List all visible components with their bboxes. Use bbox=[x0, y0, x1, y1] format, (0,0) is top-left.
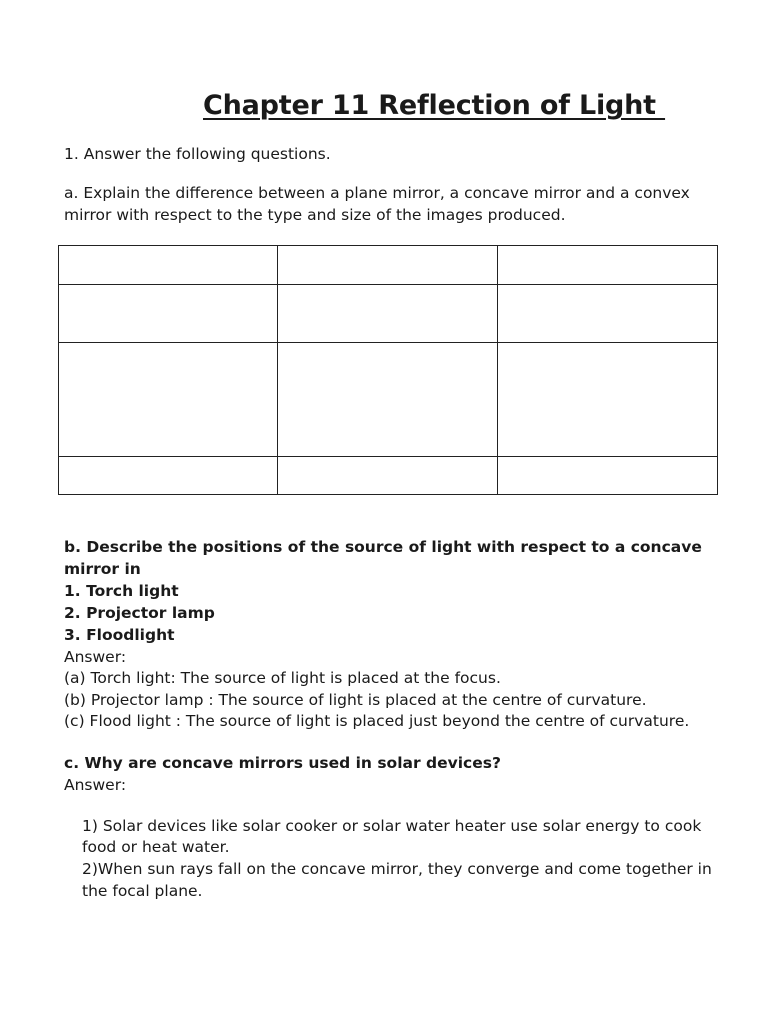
question-a-line-1: a. Explain the difference between a plane mirror, a concave mirror and a convex bbox=[64, 184, 690, 202]
question-b-item-1: 1. Torch light bbox=[64, 582, 179, 600]
table-cell bbox=[59, 285, 278, 343]
question-c: c. Why are concave mirrors used in solar devices? bbox=[64, 754, 501, 772]
comparison-table bbox=[58, 245, 718, 495]
answer-b-a: (a) Torch light: The source of light is placed at the focus. bbox=[64, 669, 501, 687]
question-b-line-2: mirror in bbox=[64, 560, 141, 578]
answer-c-point-2-line-1: 2)When sun rays fall on the concave mirror, they converge and come together in bbox=[82, 860, 712, 878]
question-b-item-3: 3. Floodlight bbox=[64, 626, 175, 644]
table-cell bbox=[278, 343, 498, 457]
table-cell bbox=[59, 343, 278, 457]
question-b-line-1: b. Describe the positions of the source of light with respect to a concave bbox=[64, 538, 702, 556]
answer-label: Answer: bbox=[64, 776, 127, 794]
question-a-line-2: mirror with respect to the type and size of the images produced. bbox=[64, 206, 566, 224]
table-cell bbox=[278, 246, 498, 285]
table-cell bbox=[278, 285, 498, 343]
table-cell bbox=[498, 343, 718, 457]
answer-c-point-2-line-2: the focal plane. bbox=[82, 882, 203, 900]
table-cell bbox=[498, 285, 718, 343]
table-cell bbox=[59, 246, 278, 285]
table-cell bbox=[498, 246, 718, 285]
question-b-item-2: 2. Projector lamp bbox=[64, 604, 215, 622]
table-row bbox=[59, 343, 718, 457]
table-row bbox=[59, 285, 718, 343]
table-cell bbox=[498, 457, 718, 495]
section-heading: 1. Answer the following questions. bbox=[64, 145, 331, 163]
answer-c-point-1-line-1: 1) Solar devices like solar cooker or solar water heater use solar energy to cook bbox=[82, 817, 702, 835]
table-cell bbox=[59, 457, 278, 495]
page-title: Chapter 11 Reflection of Light bbox=[203, 90, 666, 121]
table-cell bbox=[278, 457, 498, 495]
answer-label: Answer: bbox=[64, 648, 127, 666]
table-row bbox=[59, 246, 718, 285]
answer-b-b: (b) Projector lamp : The source of light is placed at the centre of curvature. bbox=[64, 691, 647, 709]
answer-c-point-1-line-2: food or heat water. bbox=[82, 838, 230, 856]
answer-b-c: (c) Flood light : The source of light is placed just beyond the centre of curvature. bbox=[64, 712, 690, 730]
table-row bbox=[59, 457, 718, 495]
